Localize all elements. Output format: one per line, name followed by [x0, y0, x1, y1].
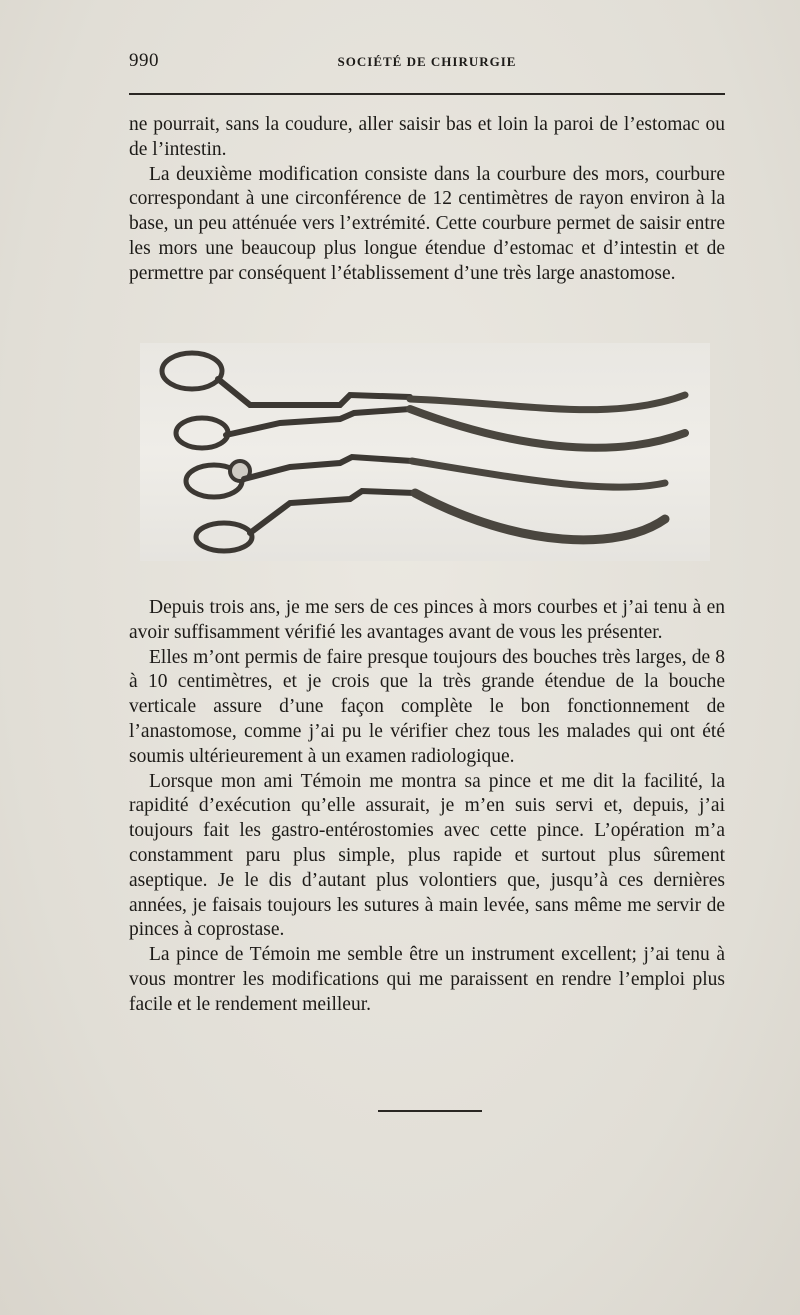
text-block-bottom — [129, 596, 725, 1018]
forceps-shank — [218, 379, 410, 405]
forceps-figure — [140, 343, 710, 561]
page-header — [129, 50, 725, 80]
section-end-rule — [378, 1110, 482, 1112]
running-head: SOCIÉTÉ DE CHIRURGIE — [337, 54, 517, 69]
paragraph: Depuis trois ans, je me sers de ces pinces à mors courbes et j’ai tenu à en avoir suffisamment vérifié les avantages avant de vous les présenter. — [129, 597, 725, 643]
header-rule — [129, 93, 725, 95]
curved-jaw — [410, 409, 685, 448]
finger-ring — [196, 523, 252, 551]
curved-jaw — [410, 395, 685, 410]
paragraph: La deuxième modification consiste dans la courbure des mors, courbure correspondant à une circonférence de 12 centimètres de rayon environ à la base, un peu atténuée vers l’extrémité. Cette courbure permet de saisir entre les mors une beaucoup plus longue étendue d’estomac et d’intestin et de permettre par conséquent l’établissement d’une très large anastomose. — [129, 163, 725, 284]
finger-ring — [162, 353, 222, 389]
paragraph: La pince de Témoin me semble être un instrument excellent; j’ai tenu à vous montrer les modifications qui me paraissent en rendre l’emploi plus facile et le rendement meilleur. — [129, 944, 725, 1015]
forceps-shank — [226, 409, 410, 435]
curved-jaw — [412, 461, 665, 487]
curved-jaw — [415, 493, 665, 540]
forceps-shank — [250, 491, 415, 533]
text-block-top — [129, 113, 725, 287]
paragraph-continued: ne pourrait, sans la coudure, aller saisir bas et loin la paroi de l’estomac ou de l’intestin. — [129, 114, 725, 160]
forceps-shank — [244, 457, 412, 479]
finger-ring — [176, 418, 228, 448]
curved-forceps-illustration — [140, 343, 710, 561]
page-number: 990 — [129, 50, 159, 71]
paragraph: Lorsque mon ami Témoin me montra sa pince et me dit la facilité, la rapidité d’exécution qu’elle assurait, je m’en suis servi et, depuis, j’ai toujours fait les gastro-entérostomies avec cette pince. L’opération m’a constamment paru plus simple, plus rapide et surtout plus sûrement aseptique. Je le dis d’autant plus volontiers que, jusqu’à ces dernières années, je faisais toujours les sutures à main levée, sans même me servir de pinces à coprostase. — [129, 770, 725, 941]
paragraph: Elles m’ont permis de faire presque toujours des bouches très larges, de 8 à 10 centimètres, et je crois que la très grande étendue de la bouche verticale assure d’une façon complète le bon fonctionnement de l’anastomose, comme j’ai pu le vérifier chez tous les malades qui ont été soumis ultérieurement à un examen radiologique. — [129, 646, 725, 767]
